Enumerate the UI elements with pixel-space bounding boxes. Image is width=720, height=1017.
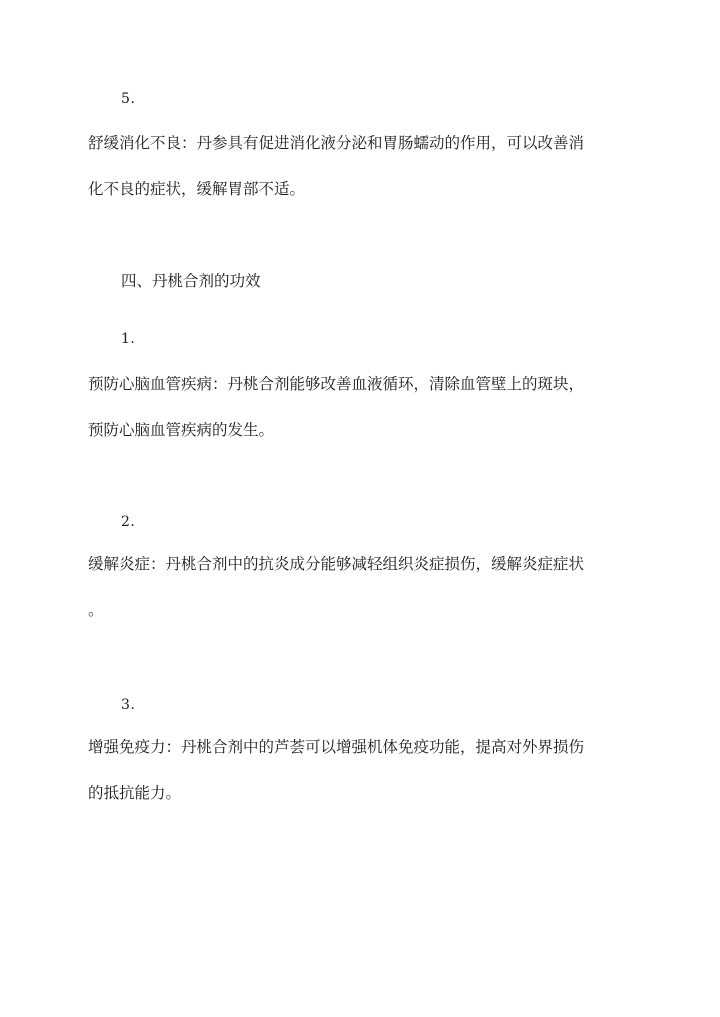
paragraph-line: 化不良的症状，缓解胃部不适。 (88, 180, 306, 198)
paragraph-line: 预防心脑血管疾病：丹桃合剂能够改善血液循环，清除血管壁上的斑块， (88, 375, 585, 393)
item-paragraph (88, 541, 638, 633)
item-number: 5. (121, 91, 136, 107)
item-paragraph (88, 120, 638, 212)
item-number: 3. (121, 697, 136, 713)
paragraph-line: 舒缓消化不良：丹参具有促进消化液分泌和胃肠蠕动的作用，可以改善消 (88, 134, 585, 152)
paragraph-line: 预防心脑血管疾病的发生。 (88, 421, 275, 439)
paragraph-line: 。 (88, 601, 104, 619)
item-paragraph (88, 361, 638, 453)
item-number: 1. (121, 331, 136, 347)
item-paragraph (88, 724, 638, 816)
paragraph-line: 增强免疫力：丹桃合剂中的芦荟可以增强机体免疫功能，提高对外界损伤 (88, 738, 585, 756)
item-number: 2. (121, 514, 136, 530)
paragraph-line: 缓解炎症：丹桃合剂中的抗炎成分能够减轻组织炎症损伤，缓解炎症症状 (88, 555, 585, 573)
paragraph-line: 的抵抗能力。 (88, 784, 182, 802)
section-heading: 四、丹桃合剂的功效 (121, 272, 261, 290)
